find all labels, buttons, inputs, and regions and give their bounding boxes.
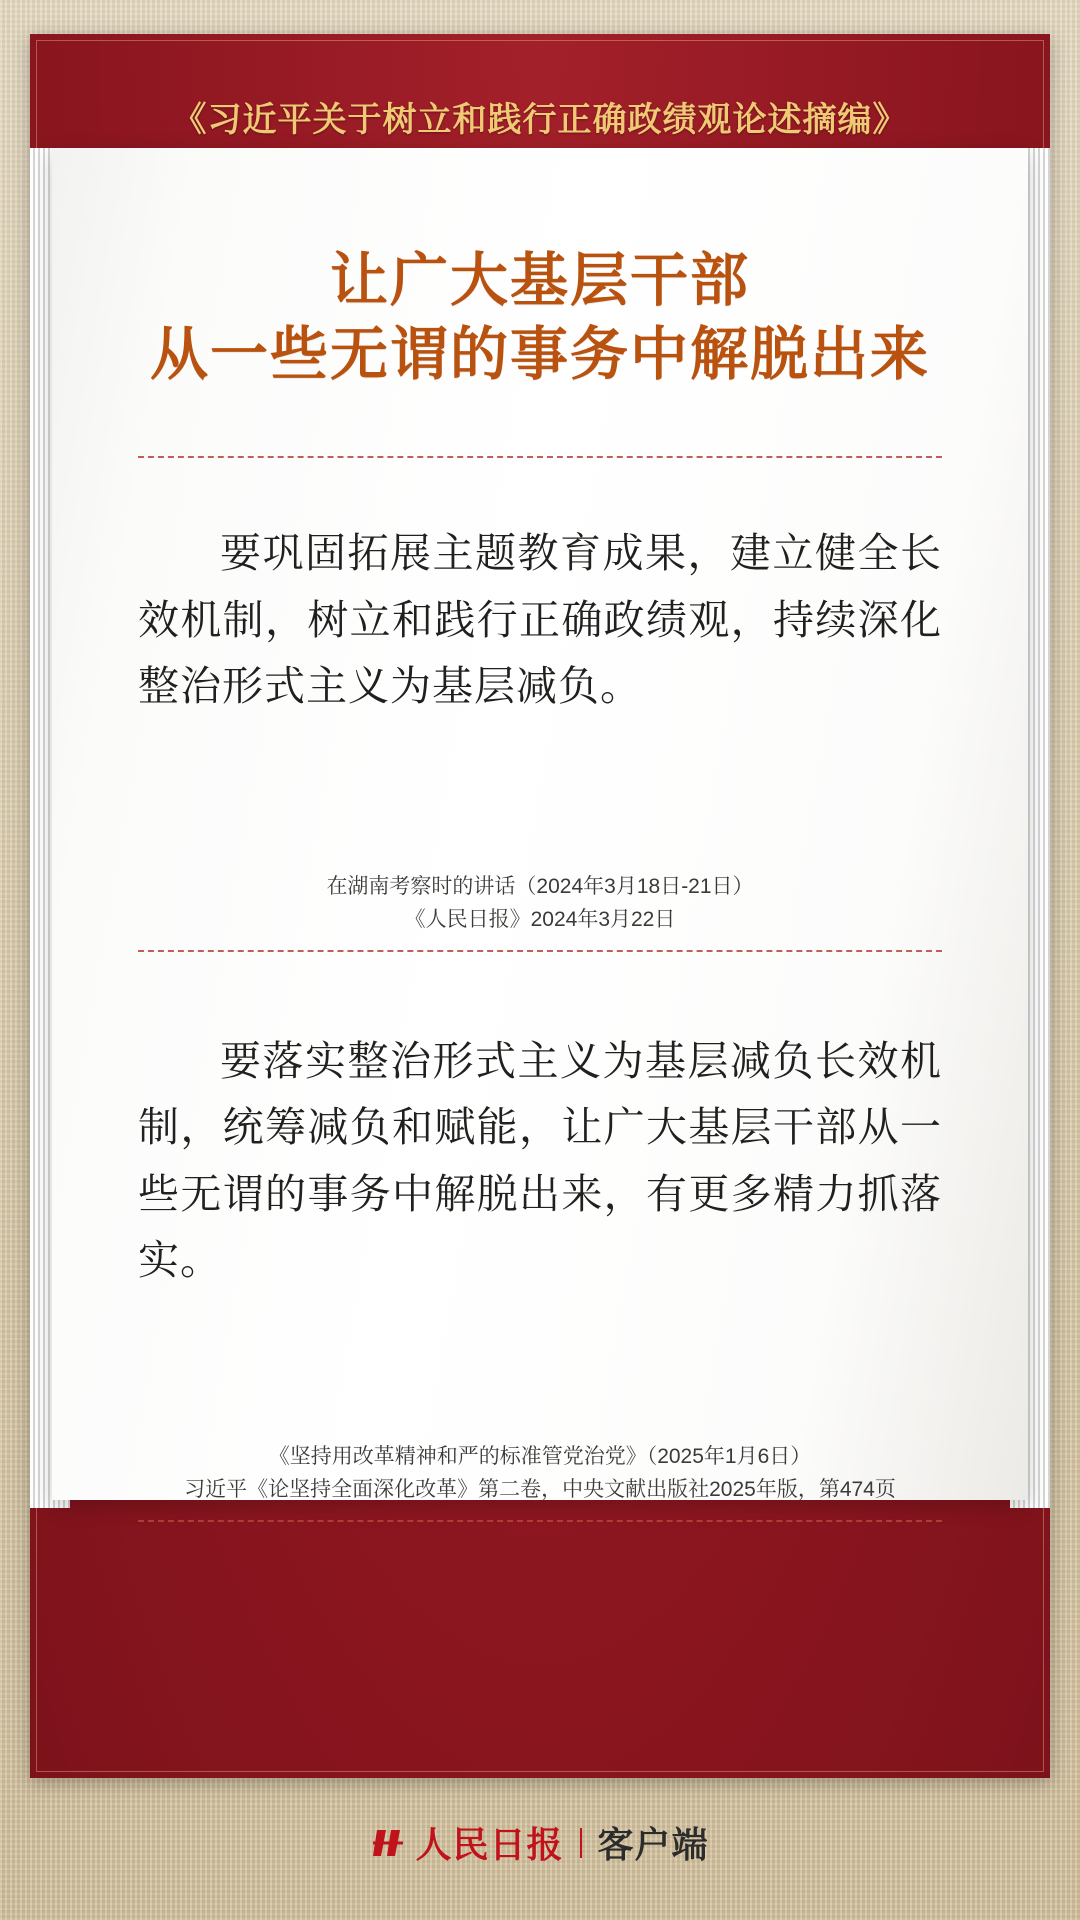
product-name: 客户端: [597, 1825, 709, 1865]
book-illustration: [30, 148, 1050, 1508]
quote-source-2-line-2: 习近平《论坚持全面深化改革》第二卷，中央文献出版社2025年版，第474页: [184, 1477, 896, 1501]
divider-top: [138, 456, 942, 458]
page-content: [52, 148, 1028, 1500]
brand-separator-icon: [580, 1828, 582, 1858]
headline: [138, 244, 942, 392]
quote-source-1-line-1: 在湖南考察时的讲话（2024年3月18日-21日）: [326, 874, 754, 898]
headline-line-2: 从一些无谓的事务中解脱出来: [149, 322, 930, 388]
quote-source-1: [138, 870, 942, 936]
brand-logo: [371, 1817, 708, 1868]
page-title: 《习近平关于树立和践行正确政绩观论述摘编》: [172, 102, 908, 139]
people-daily-mark-icon: [371, 1826, 405, 1860]
book-page: [52, 148, 1028, 1500]
divider-middle: [138, 950, 942, 952]
spacer: [138, 952, 942, 962]
quote-source-2-line-1: 《坚持用改革精神和严的标准管党治党》（2025年1月6日）: [268, 1444, 812, 1468]
quote-text-2: 要落实整治形式主义为基层减负长效机制，统筹减负和赋能，让广大基层干部从一些无谓的事务中解脱出来，有更多精力抓落实。: [138, 1038, 942, 1284]
quote-source-1-line-2: 《人民日报》2024年3月22日: [404, 907, 676, 931]
divider-bottom: [138, 1520, 942, 1522]
footer: [0, 1817, 1080, 1868]
quote-text-1: 要巩固拓展主题教育成果，建立健全长效机制，树立和践行正确政绩观，持续深化整治形式主义为基层减负。: [138, 530, 942, 710]
headline-line-1: 让广大基层干部: [329, 248, 750, 313]
brand-name: 人民日报: [415, 1825, 564, 1865]
quote-source-2: [138, 1440, 942, 1506]
